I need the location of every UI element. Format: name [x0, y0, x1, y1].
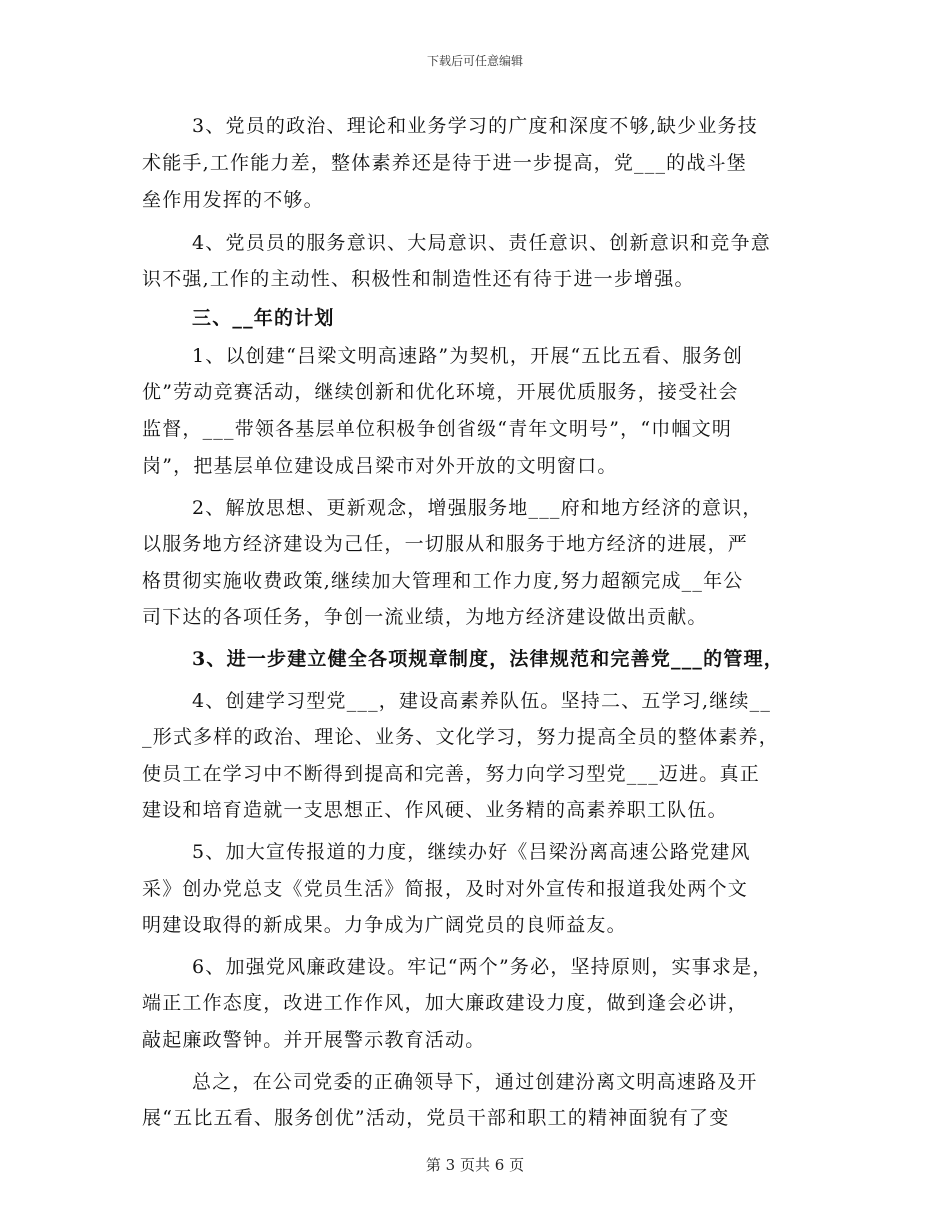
bold-paragraph-line: 3、进一步建立健全各项规章制度，法律规范和完善党___的管理，	[192, 648, 784, 670]
paragraph-line: 敲起廉政警钟。并开展警示教育活动。	[142, 1029, 486, 1051]
paragraph-line: 建设和培育造就一支思想正、作风硬、业务精的高素养职工队伍。	[142, 799, 728, 821]
paragraph-line: 明建设取得的新成果。力争成为广阔党员的良师益友。	[142, 914, 627, 936]
paragraph-line: 监督，___带领各基层单位积极争创省级“青年文明号”，“巾帼文明	[142, 418, 733, 440]
paragraph-line: 6、加强党风廉政建设。牢记“两个”务必，坚持原则，实事求是，	[192, 956, 773, 978]
paragraph-line: 展“五比五看、服务创优”活动，党员干部和职工的精神面貌有了变	[142, 1107, 730, 1129]
paragraph-line: 识不强,工作的主动性、积极性和制造性还有待于进一步增强。	[142, 268, 695, 290]
paragraph-line: 3、党员的政治、理论和业务学习的广度和深度不够,缺少业务技	[192, 115, 758, 137]
page-header: 下载后可任意编辑	[426, 54, 523, 68]
paragraph-line: 术能手,工作能力差，整体素养还是待于进一步提高，党___的战斗堡	[142, 152, 747, 174]
paragraph-line: 4、党员员的服务意识、大局意识、责任意识、创新意识和竞争意	[192, 232, 771, 254]
paragraph-line: 岗”，把基层单位建设成吕梁市对外开放的文明窗口。	[142, 455, 618, 477]
page-number: 第 3 页共 6 页	[425, 1156, 525, 1174]
paragraph-line: 4、创建学习型党___，建设高素养队伍。坚持二、五学习,继续__	[192, 690, 772, 712]
section-heading: 三、__年的计划	[192, 307, 335, 329]
paragraph-line: 优”劳动竞赛活动，继续创新和优化环境，开展优质服务，接受社会	[142, 381, 739, 403]
paragraph-line: 司下达的各项任务，争创一流业绩，为地方经济建设做出贡献。	[142, 606, 708, 628]
paragraph-line: 以服务地方经济建设为己任，一切服从和服务于地方经济的进展，严	[142, 533, 749, 555]
paragraph-line: 采》创办党总支《党员生活》简报，及时对外宣传和报道我处两个文	[142, 878, 749, 900]
paragraph-line: 1、以创建“吕梁文明高速路”为契机，开展“五比五看、服务创	[192, 345, 744, 367]
paragraph-line: _形式多样的政治、理论、业务、文化学习，努力提高全员的整体素养，	[142, 726, 779, 748]
paragraph-line: 使员工在学习中不断得到提高和完善，努力向学习型党___迈进。真正	[142, 763, 760, 785]
paragraph-line: 5、加大宣传报道的力度，继续办好《吕梁汾离高速公路党建风	[192, 841, 751, 863]
paragraph-line: 总之，在公司党委的正确领导下，通过创建汾离文明高速路及开	[192, 1071, 758, 1093]
paragraph-line: 2、解放思想、更新观念，增强服务地___府和地方经济的意识，	[192, 497, 763, 519]
paragraph-line: 端正工作态度，改进工作作风，加大廉政建设力度，做到逢会必讲，	[142, 992, 749, 1014]
paragraph-line: 格贯彻实施收费政策,继续加大管理和工作力度,努力超额完成__年公	[142, 570, 744, 592]
paragraph-line: 垒作用发挥的不够。	[142, 189, 324, 211]
